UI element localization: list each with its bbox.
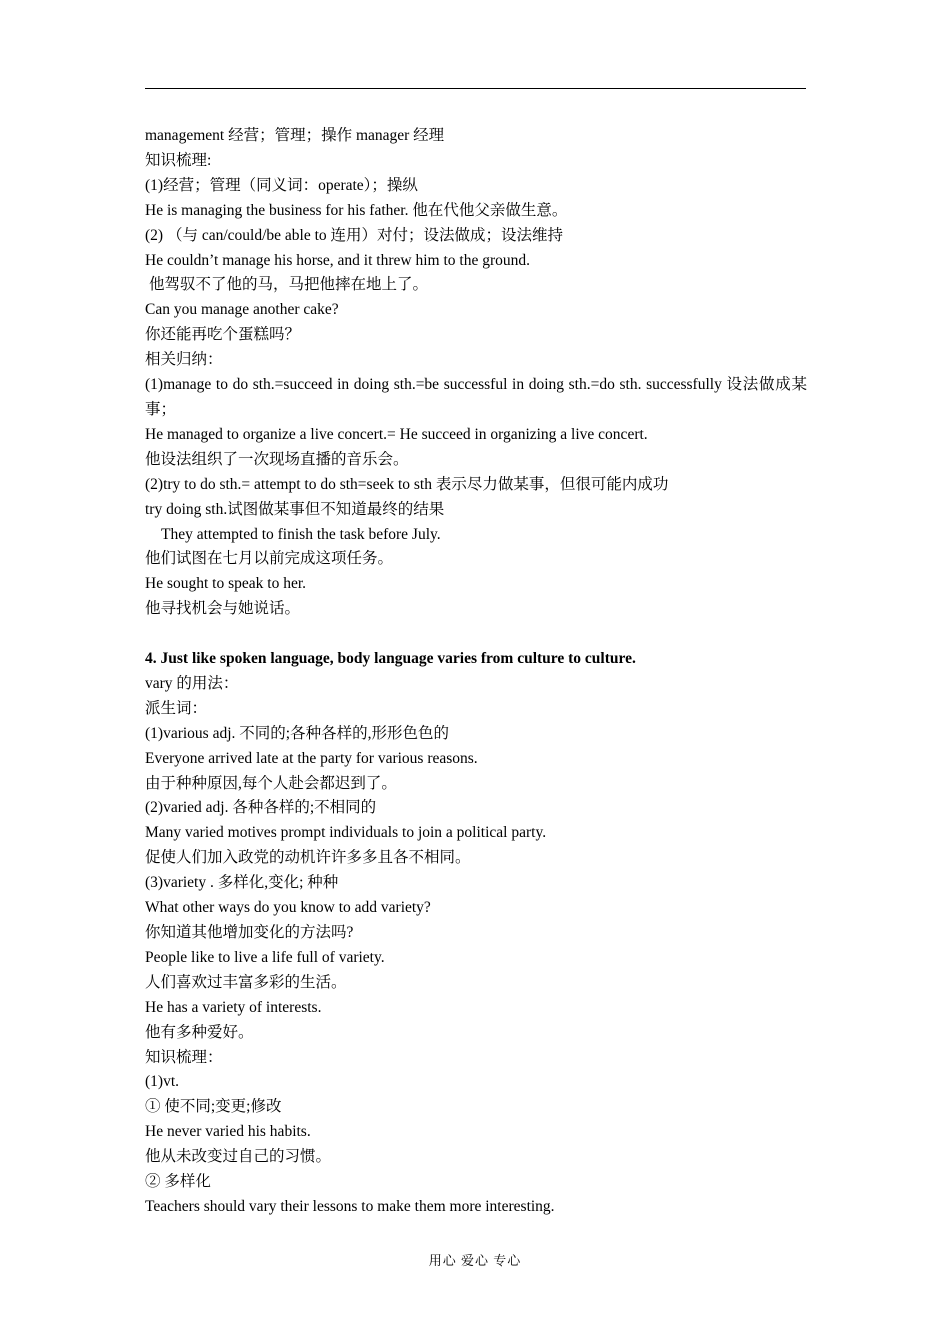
example-sentence: He never varied his habits. xyxy=(145,1123,311,1141)
translation-line: 人们喜欢过丰富多彩的生活。 xyxy=(145,973,347,991)
text-line: (1)vt. xyxy=(145,1073,180,1091)
text-line: (2)try to do sth.= attempt to do sth=seek to sth 表示尽力做某事，但很可能内成功 xyxy=(145,475,669,493)
text-line: (1)various adj. 不同的;各种各样的,形形色色的 xyxy=(145,724,449,742)
example-sentence: Everyone arrived late at the party for various reasons. xyxy=(145,749,478,767)
translation-line: 他们试图在七月以前完成这项任务。 xyxy=(145,550,394,568)
page-footer: 用心 爱心 专心 xyxy=(428,1253,522,1268)
example-sentence: He sought to speak to her. xyxy=(145,575,307,593)
example-sentence: Teachers should vary their lessons to make them more interesting. xyxy=(145,1197,555,1215)
translation-line: 你还能再吃个蛋糕吗？ xyxy=(145,326,301,344)
translation-line: 他有多种爱好。 xyxy=(145,1023,254,1041)
document-body xyxy=(145,124,807,1220)
translation-line: 他从未改变过自己的习惯。 xyxy=(145,1148,332,1166)
example-sentence: What other ways do you know to add variety? xyxy=(145,899,431,917)
text-line: vary 的用法： xyxy=(145,674,239,692)
translation-line: 由于种种原因,每个人赴会都迟到了。 xyxy=(145,774,397,792)
text-line: (3)variety . 多样化,变化; 种种 xyxy=(145,874,339,892)
text-line: (1)经营；管理（同义词：operate）；操纵 xyxy=(145,176,418,194)
section-title: 4. Just like spoken language, body language varies from culture to culture. xyxy=(145,650,636,668)
translation-line: 他驾驭不了他的马，马把他摔在地上了。 xyxy=(149,276,429,294)
text-line: management 经营；管理；操作 manager 经理 xyxy=(145,127,445,144)
header-rule xyxy=(145,88,806,89)
example-sentence: He couldn’t manage his horse, and it threw him to the ground. xyxy=(145,251,530,269)
translation-line: 他设法组织了一次现场直播的音乐会。 xyxy=(145,450,409,468)
text-line: (1)manage to do sth.=succeed in doing sth.=be successful in doing sth.=do sth. successfully 设法做成某事； xyxy=(145,376,807,418)
translation-line: 促使人们加入政党的动机许许多多且各不相同。 xyxy=(145,849,471,867)
text-line: (2)varied adj. 各种各样的;不相同的 xyxy=(145,799,377,817)
example-sentence: They attempted to finish the task before July. xyxy=(161,525,441,543)
section-heading: 知识梳理: xyxy=(145,151,212,169)
blank-line xyxy=(145,622,807,647)
text-line: ② 多样化 xyxy=(145,1173,211,1191)
example-sentence: He managed to organize a live concert.= He succeed in organizing a live concert. xyxy=(145,425,648,443)
translation-line: 你知道其他增加变化的方法吗? xyxy=(145,923,354,941)
section-heading: 派生词： xyxy=(145,699,208,717)
example-sentence: He has a variety of interests. xyxy=(145,998,322,1016)
section-heading: 相关归纳： xyxy=(145,351,223,369)
example-sentence: People like to live a life full of variety. xyxy=(145,948,385,966)
text-line: try doing sth.试图做某事但不知道最终的结果 xyxy=(145,500,445,518)
text-line: (2) （与 can/could/be able to 连用）对付；设法做成；设法维持 xyxy=(145,226,564,244)
example-sentence: Many varied motives prompt individuals to join a political party. xyxy=(145,824,547,842)
text-line: ① 使不同;变更;修改 xyxy=(145,1098,282,1116)
translation-line: 他寻找机会与她说话。 xyxy=(145,600,301,618)
example-sentence: He is managing the business for his father. 他在代他父亲做生意。 xyxy=(145,201,568,219)
section-heading: 知识梳理： xyxy=(145,1048,223,1066)
example-sentence: Can you manage another cake? xyxy=(145,301,339,319)
